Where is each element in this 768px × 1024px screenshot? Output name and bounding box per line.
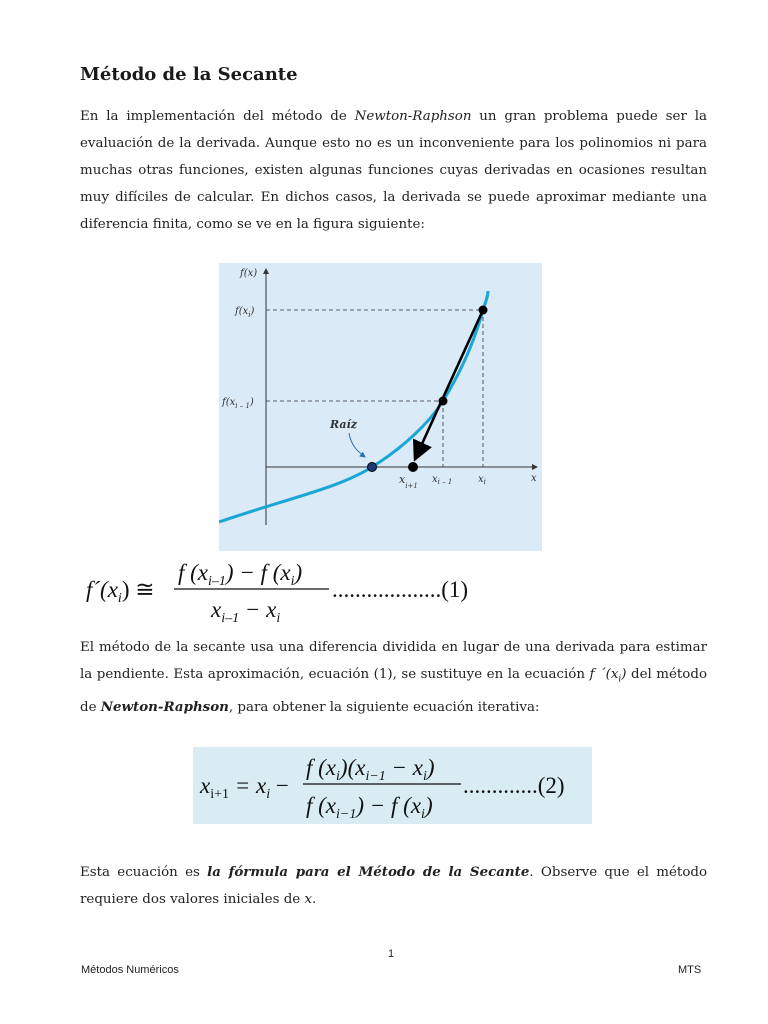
page-title: Método de la Secante (80, 64, 298, 85)
secant-line (416, 310, 483, 457)
equation-1 (86, 552, 506, 628)
label-f-xi: $f(x_i)$ (235, 306, 255, 319)
eq2-lhs: x (200, 773, 211, 798)
svg-text:xi+1 = xi −: $x_{i+1} = x_i$ − (200, 773, 289, 802)
intro-newton-raphson: Newton-Raphson (354, 109, 472, 124)
point-xim1 (439, 397, 448, 406)
secant-description-paragraph (80, 634, 707, 721)
eq1-lhs: f´(x (86, 577, 118, 602)
p3-text-2: . Observe que el método requiere dos valores iniciales de (80, 865, 708, 907)
label-x-im1: $x_{i - 1}$ (432, 474, 453, 486)
equation-2-box (193, 747, 592, 824)
svg-text:f (xi–1) − f (xi): f $(x_{i-1}) - f$ $(x_i)$ (178, 560, 303, 589)
function-curve (219, 291, 488, 522)
p3-period: . (312, 892, 317, 907)
p2-text-1: El método de la secante usa una diferencia dividida en lugar de una derivada para estimar la pendiente. Esta aproximación, ecuación (1), se sustituye en la ecuación (80, 640, 707, 682)
footer-course-name: Métodos Numéricos (81, 964, 179, 976)
closing-paragraph (80, 859, 707, 913)
x-axis-label: x (531, 473, 537, 484)
p2-text-2: del método de (80, 667, 708, 715)
p2-fprime: f ´(x (589, 667, 619, 682)
label-x-i: $x_i$ (478, 474, 486, 486)
p3-formula-emphasis: la fórmula para el Método de la Secante (207, 864, 530, 880)
eq1-denominator: x (211, 597, 222, 622)
label-f-xim1: $f(x_{i - 1})$ (222, 397, 254, 410)
p2-text-3: , para obtener la siguiente ecuación iterativa: (228, 699, 540, 715)
p2-fprime-sub: i (618, 674, 622, 685)
point-xi (479, 306, 488, 315)
p3-x: x (304, 892, 313, 907)
root-arrow (349, 433, 365, 457)
svg-text:f´(xi) ≅: $f´(x_i)$ ≅ (86, 577, 155, 606)
point-xip1 (408, 462, 418, 472)
secant-graph (219, 263, 542, 551)
eq1-tag: ...................(1) (332, 577, 469, 602)
root-point (368, 463, 377, 472)
eq2-numerator: f (x (306, 755, 337, 780)
eq2-denominator: f (x (306, 793, 337, 818)
y-axis-label: f(x) (240, 268, 258, 279)
root-label: Raíz (330, 418, 357, 431)
secant-method-figure (219, 263, 542, 551)
footer-author: MTS (678, 964, 702, 976)
svg-text:xi–1 − xi: $x_{i-1} - x_i$ (211, 597, 281, 626)
eq2-tag: .............(2) (463, 773, 565, 798)
intro-text-2: un gran problema puede ser la evaluación de la derivada. Aunque esto no es un inconveniente para los polinomios ni para muchas otras funciones, existen algunas funciones cuyas derivadas en ocasiones resultan muy difíciles de calcular. En dichos casos, la derivada se puede aproximar mediante una diferencia finita, como se ve en la figura siguiente: (80, 109, 707, 232)
p2-newton-raphson: Newton-Raphson (100, 698, 229, 715)
svg-text:f (xi)(xi−1 − xi): f $(x_i)(x_{i-1} - x_i)$ (306, 755, 435, 784)
intro-paragraph (80, 103, 707, 238)
eq1-numerator: f (x (178, 560, 209, 585)
svg-text:f (xi−1) − f (xi): f $(x_{i-1}) - f$ $(x_i)$ (306, 793, 433, 822)
intro-text-1: En la implementación del método de (80, 109, 355, 124)
label-x-ip1: $x_{i+1}$ (399, 473, 418, 490)
p3-text-1: Esta ecuación es (80, 865, 208, 880)
p2-fprime-close: ) (621, 667, 627, 682)
page-number: 1 (388, 948, 395, 960)
